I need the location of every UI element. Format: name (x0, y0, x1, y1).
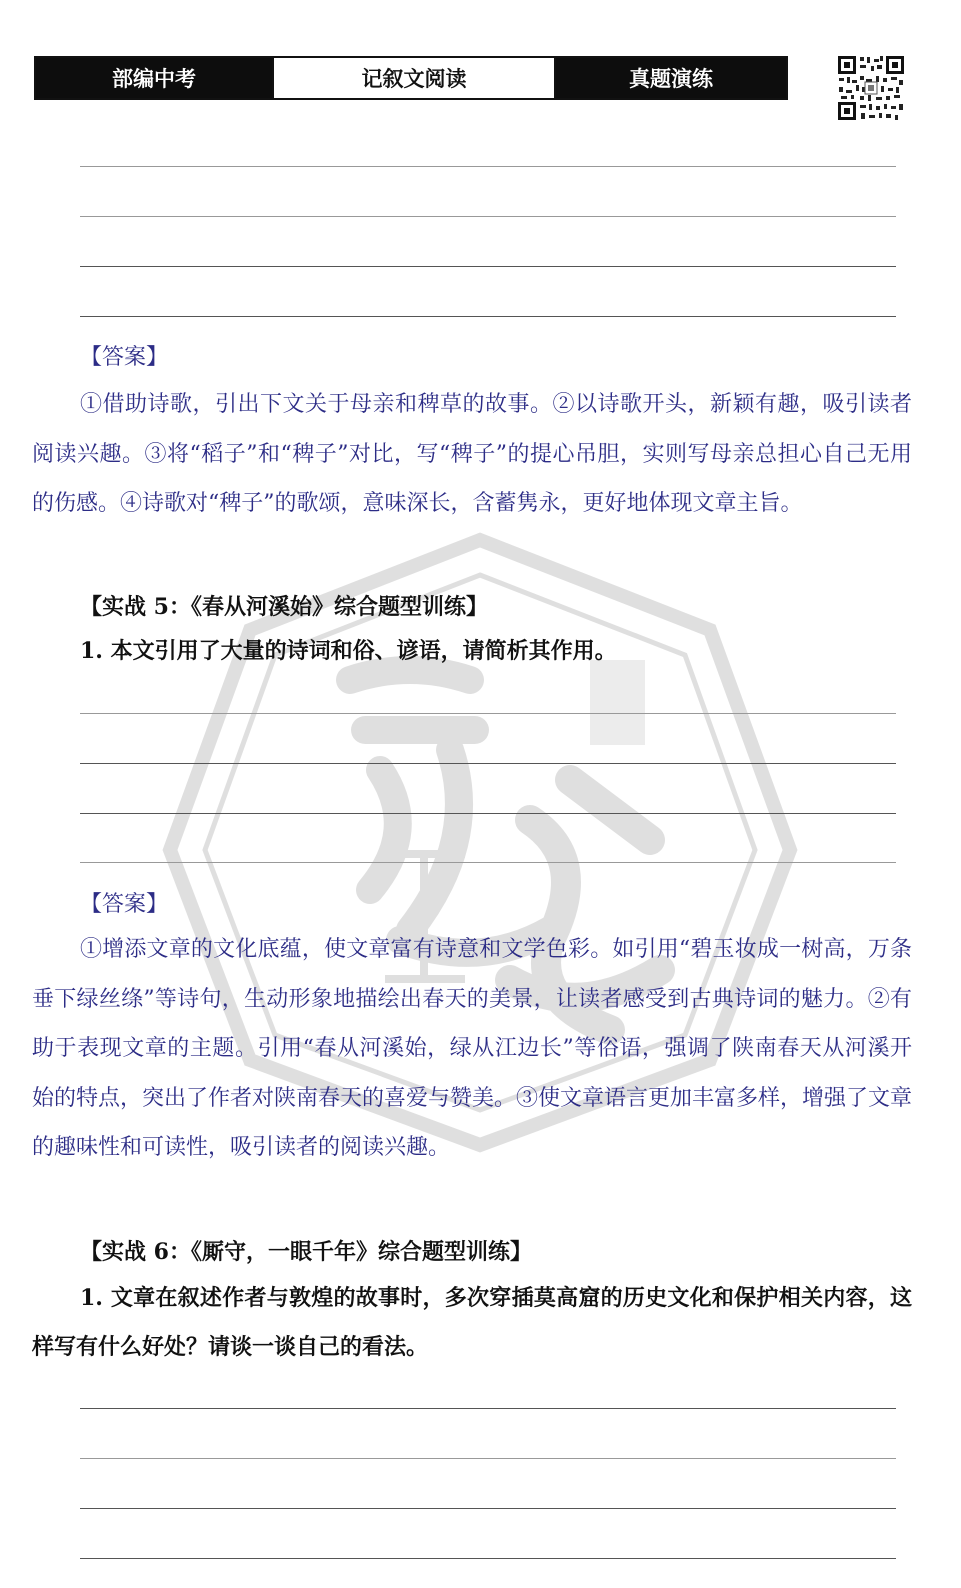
answer-line (80, 216, 896, 217)
qr-code-icon (836, 54, 906, 122)
answer-line (80, 1408, 896, 1409)
answer-tag: 【答案】 (80, 345, 169, 370)
answer-line (80, 813, 896, 814)
answer-line (80, 1508, 896, 1509)
header-topic-label: 记叙文阅读 (272, 58, 556, 98)
answer-text: ①借助诗歌，引出下文关于母亲和稗草的故事。②以诗歌开头，新颖有趣，吸引读者阅读兴趣。③将“稻子”和“稗子”对比，写“稗子”的提心吊胆，实则写母亲总担心自己无用的伤感。④诗歌对“稗子”的歌颂，意味深长，含蓄隽永，更好地体现文章主旨。 (32, 392, 912, 516)
header-grade-label: 部编中考 (36, 58, 272, 98)
answer-line (80, 763, 896, 764)
page-header (34, 56, 788, 100)
answer-line (80, 166, 896, 167)
answer-tag: 【答案】 (80, 892, 169, 917)
section-title: 【实战 5：《春从河溪始》综合题型训练】 (80, 594, 488, 620)
answer-line (80, 316, 896, 317)
answer-line (80, 862, 896, 863)
question-text: 1. 本文引用了大量的诗词和俗、谚语，请简析其作用。 (80, 638, 617, 664)
answer-line (80, 1458, 896, 1459)
section-title: 【实战 6：《厮守，一眼千年》综合题型训练】 (80, 1239, 532, 1265)
answer-line (80, 266, 896, 267)
header-type-label: 真题演练 (556, 58, 786, 98)
answer-line (80, 713, 896, 714)
answer-line (80, 1558, 896, 1559)
question-text: 1. 文章在叙述作者与敦煌的故事时，多次穿插莫高窟的历史文化和保护相关内容，这样写有什么好处？请谈一谈自己的看法。 (32, 1285, 912, 1360)
answer-text: ①增添文章的文化底蕴，使文章富有诗意和文学色彩。如引用“碧玉妆成一树高，万条垂下绿丝绦”等诗句，生动形象地描绘出春天的美景，让读者感受到古典诗词的魅力。②有助于表现文章的主题。引用“春从河溪始，绿从江边长”等俗语，强调了陕南春天从河溪开始的特点，突出了作者对陕南春天的喜爱与赞美。③使文章语言更加丰富多样，增强了文章的趣味性和可读性，吸引读者的阅读兴趣。 (32, 937, 913, 1160)
